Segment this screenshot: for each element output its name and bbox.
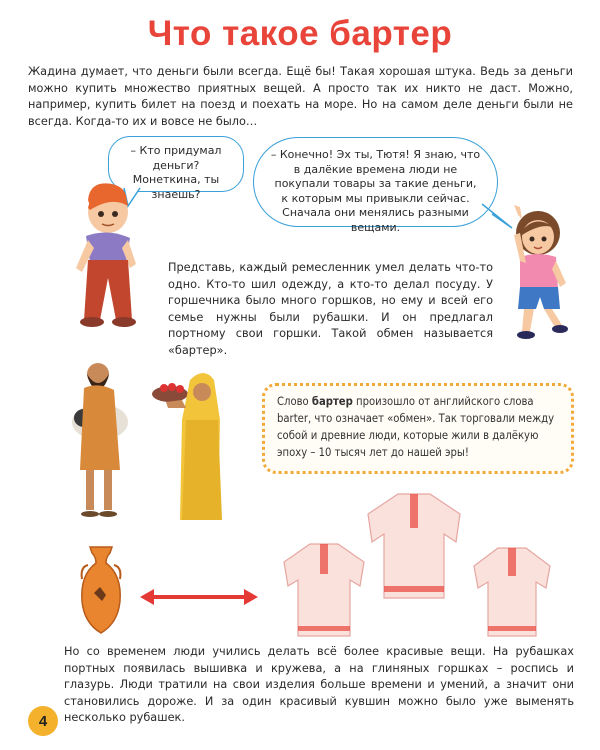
bottom-paragraph: Но со временем люди учились делать всё более красивые вещи. На рубашках портных появилась вышивка и кружева, а на глиняных горшках – роспись и глазурь. Люди тратили на свои изделия больше времени и умений, а значит они становились дороже. И за один красивый кувшин можно было уже выменять несколько рубашек. bbox=[64, 645, 574, 724]
girl-illustration bbox=[500, 205, 580, 345]
page-title: Что такое бартер bbox=[147, 14, 453, 53]
intro-paragraph: Жадина думает, что деньги были всегда. Ещё бы! Такая хорошая штука. Ведь за деньги можно купить множество приятных вещей. А просто так их никто не даст. Можно, например, купить билет на поезд и поехать на море. Но на самом деле деньги были не всегда. Когда-то их и вовсе не было… bbox=[28, 65, 573, 128]
boy-illustration bbox=[50, 180, 155, 330]
girl-speech-bubble: – Конечно! Эх ты, Тютя! Я знаю, что в далёкие времена люди не покупали товары за такие деньги, к которым мы привыкли сейчас. Сначала они менялись разными вещами. bbox=[253, 137, 498, 227]
note-text-before: Слово bbox=[277, 395, 312, 408]
note-text-after: произошло от английского слова barter, что означает «обмен». Так торговали между собой и древние люди, которые жили в далёкую эпоху – 10 тысяч лет до нашей эры! bbox=[277, 395, 555, 459]
boy-speech-bubble: – Кто придумал деньги? Монеткина, ты знаешь? bbox=[108, 136, 244, 192]
barter-definition-note bbox=[262, 383, 574, 474]
ancient-traders-illustration bbox=[40, 360, 240, 530]
exchange-arrow bbox=[138, 586, 260, 608]
shirt-illustration-right bbox=[470, 544, 554, 640]
page-number-badge: 4 bbox=[28, 706, 58, 736]
middle-paragraph: Представь, каждый ремесленник умел делать что-то одно. Кто-то шил одежду, а кто-то делал посуду. У горшечника было много горшков, но ему и всей его семье нужны были рубашки. И он предлагал портному свои горшки. Такой обмен называется «бартер». bbox=[168, 261, 493, 357]
note-highlight-word: бартер bbox=[311, 395, 353, 408]
shirt-illustration-left bbox=[280, 540, 368, 640]
shirt-illustration-center bbox=[364, 490, 464, 602]
clay-vase-illustration bbox=[76, 545, 126, 635]
